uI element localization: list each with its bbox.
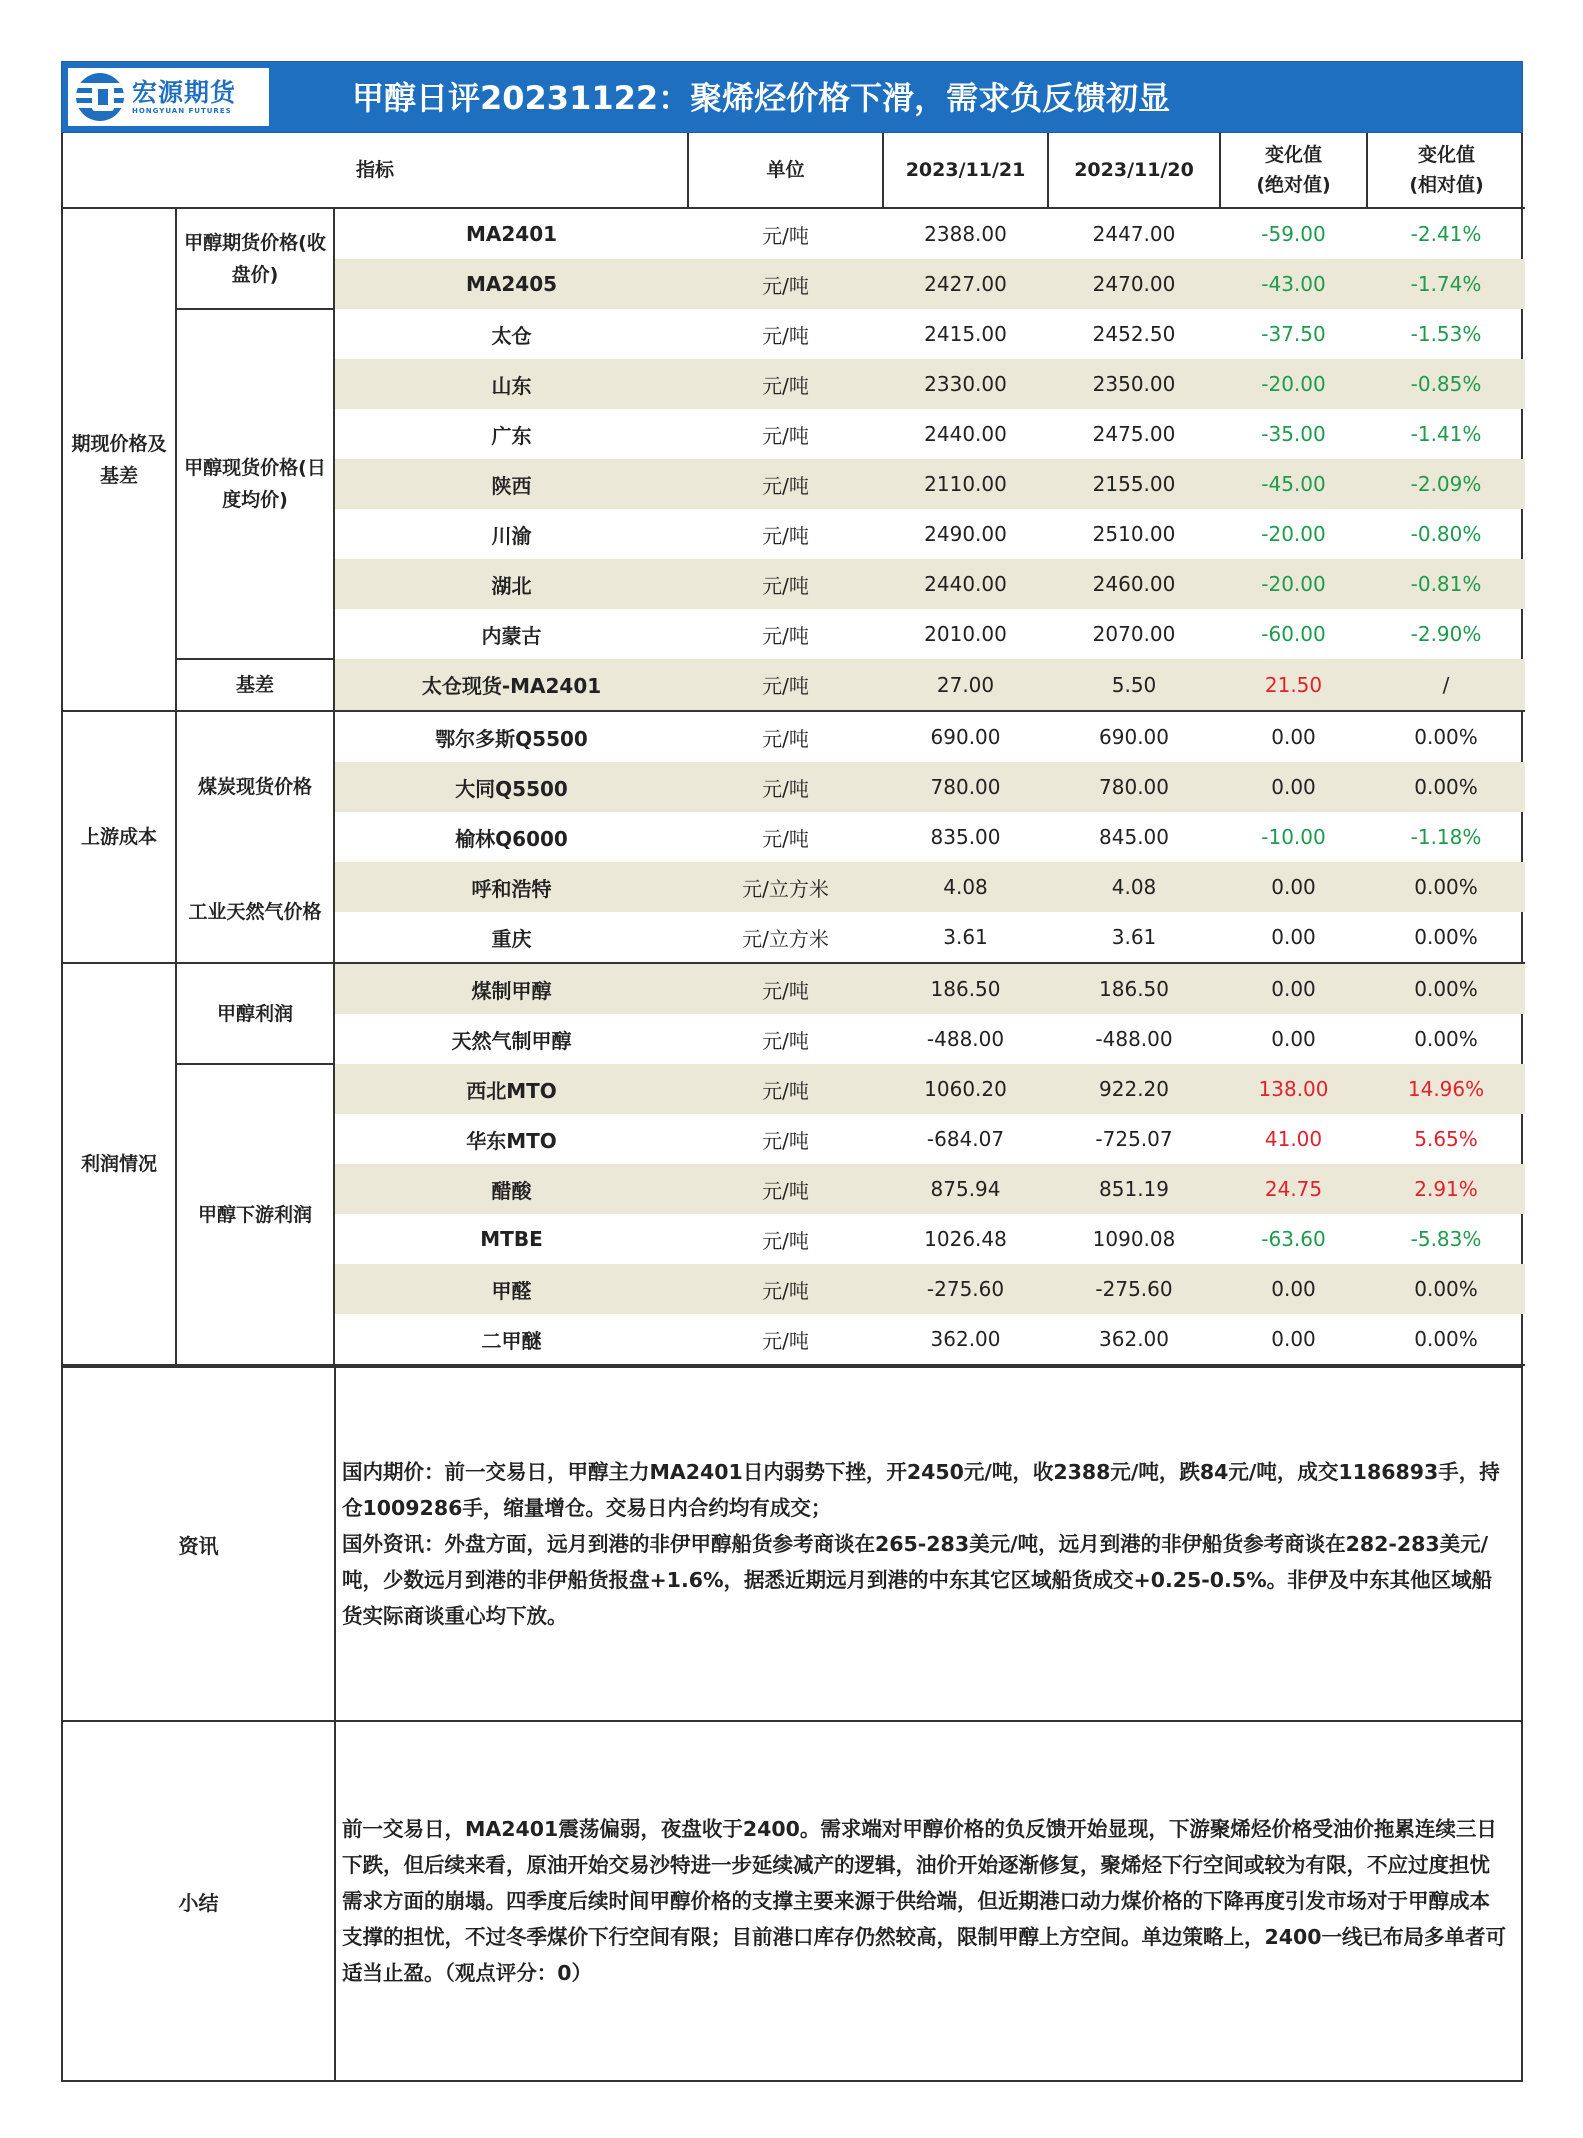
row-rel-change: 0.00% [1367,912,1525,963]
row-unit: 元/立方米 [688,912,883,963]
table-row [63,1064,1525,1114]
news-section [63,1366,1521,1720]
row-name: 二甲醚 [334,1314,688,1365]
table-body [63,208,1525,1365]
row-unit: 元/吨 [688,762,883,812]
row-value-date2: 2452.50 [1092,322,1176,346]
header-unit: 单位 [688,133,883,208]
row-value-date1: -275.60 [883,1264,1048,1314]
row-value-date2: 2155.00 [1048,459,1220,509]
subcategory-label: 甲醇利润 [176,963,334,1064]
row-abs-change: -45.00 [1220,459,1367,509]
row-unit: 元/吨 [762,726,809,751]
row-value-date2: 2447.00 [1092,222,1176,246]
row-name: 鄂尔多斯Q5500 [435,726,588,751]
data-table [63,133,1525,1366]
row-unit: 元/吨 [762,323,809,348]
subcategory-label: 甲醇期货价格(收盘价) [176,208,334,309]
row-rel-change: -0.80% [1410,522,1482,546]
row-value-date1: 835.00 [930,825,1001,849]
header-indicator: 指标 [63,133,688,208]
row-abs-change: 0.00 [1271,725,1316,749]
row-value-date2: 2470.00 [1048,259,1220,309]
row-abs-change: -43.00 [1220,259,1367,309]
row-abs-change: -20.00 [1261,522,1326,546]
row-value-date1: 2490.00 [924,522,1007,546]
row-abs-change: 0.00 [1220,912,1367,963]
row-value-date1: 1060.20 [883,1064,1048,1114]
report-header [61,61,1523,133]
row-abs-change: 41.00 [1264,1127,1323,1151]
row-abs-change: 21.50 [1220,659,1367,711]
row-rel-change: 0.00% [1367,862,1525,912]
news-paragraph: 国外资讯：外盘方面，远月到港的非伊甲醇船货参考商谈在265-283美元/吨，远月到港的非伊船货参考商谈在282-283美元/吨，少数远月到港的非伊船货报盘+1.6%，据悉近期远月到港的中东其它区域船货成交+0.25-0.5%。非伊及中东其他区域船货实际商谈重心均下放。 [342,1532,1493,1628]
row-value-date1: 2330.00 [883,359,1048,409]
row-value-date2: 922.20 [1048,1064,1220,1114]
row-unit: 元/吨 [688,963,883,1014]
row-abs-change: -60.00 [1261,622,1326,646]
subcategory-label: 工业天然气价格 [176,862,334,963]
table-row [63,659,1525,711]
row-name: 广东 [491,423,532,448]
row-rel-change: 0.00% [1414,725,1478,749]
row-rel-change: 0.00% [1367,1264,1525,1314]
row-value-date1: 690.00 [930,725,1001,749]
row-abs-change: -59.00 [1261,222,1326,246]
row-unit: 元/吨 [762,223,809,248]
summary-paragraph: 前一交易日，MA2401震荡偏弱，夜盘收于2400。需求端对甲醇价格的负反馈开始显现，下游聚烯烃价格受油价拖累连续三日下跌，但后续来看，原油开始交易沙特进一步延续减产的逻辑，油价开始逐渐修复，聚烯烃下行空间或较为有限，不应过度担忧需求方面的崩塌。四季度后续时间甲醇价格的支撑主要来源于供给端，但近期港口动力煤价格的下降再度引发市场对于甲醇成本支撑的担忧，不过冬季煤价下行空间有限；目前港口库存仍然较高，限制甲醇上方空间。单边策略上，2400一线已布局多单者可适当止盈。（观点评分：0） [342,1817,1507,1985]
table-row [63,862,1525,912]
row-value-date2: 1090.08 [1092,1227,1176,1251]
row-value-date1: 2110.00 [883,459,1048,509]
header-rel-change: 变化值 (相对值) [1367,133,1525,208]
row-rel-change: -2.09% [1367,459,1525,509]
header-date2: 2023/11/20 [1048,133,1220,208]
category-label: 利润情况 [63,963,176,1365]
brand-logo [68,68,269,126]
row-unit: 元/吨 [762,1028,809,1053]
row-rel-change: 2.91% [1367,1164,1525,1214]
row-value-date1: 27.00 [883,659,1048,711]
header-abs-change: 变化值 (绝对值) [1220,133,1367,208]
row-abs-change: -10.00 [1261,825,1326,849]
row-value-date1: 2388.00 [924,222,1007,246]
row-value-date2: 845.00 [1099,825,1169,849]
row-abs-change: -35.00 [1261,422,1326,446]
row-abs-change: 0.00 [1220,1314,1367,1365]
row-name: 华东MTO [466,1128,557,1153]
row-abs-change: 0.00 [1220,1264,1367,1314]
row-unit: 元/吨 [762,1228,809,1253]
row-name: 川渝 [491,523,532,548]
row-name: 天然气制甲醇 [451,1028,572,1053]
row-unit: 元/吨 [762,623,809,648]
row-abs-change: 24.75 [1220,1164,1367,1214]
row-value-date2: 2350.00 [1048,359,1220,409]
row-name: 陕西 [334,459,688,509]
row-unit: 元/吨 [762,1128,809,1153]
summary-section [63,1720,1521,2080]
row-rel-change: -1.18% [1410,825,1482,849]
subcategory-label: 煤炭现货价格 [176,711,334,862]
row-name: 内蒙古 [481,623,542,648]
subcategory-label: 甲醇现货价格(日度均价) [176,309,334,659]
row-value-date2: 186.50 [1048,963,1220,1014]
table-row [63,309,1525,359]
report-title: 甲醇日评20231122：聚烯烃价格下滑，需求负反馈初显 [352,79,1171,117]
summary-body [336,1722,1521,2080]
category-label: 期现价格及基差 [63,208,176,711]
row-value-date2: 4.08 [1048,862,1220,912]
row-rel-change: -2.41% [1410,222,1482,246]
row-value-date1: 875.94 [883,1164,1048,1214]
row-value-date1: -488.00 [926,1027,1005,1051]
row-abs-change: -63.60 [1261,1227,1326,1251]
row-unit: 元/吨 [762,423,809,448]
row-value-date2: 2070.00 [1092,622,1176,646]
row-name: 大同Q5500 [334,762,688,812]
row-value-date1: 2415.00 [924,322,1007,346]
row-name: 湖北 [334,559,688,609]
row-value-date1: 2010.00 [924,622,1007,646]
row-abs-change: 0.00 [1220,862,1367,912]
row-rel-change: 14.96% [1367,1064,1525,1114]
row-rel-change: 0.00% [1367,762,1525,812]
row-value-date2: 3.61 [1048,912,1220,963]
row-abs-change: -37.50 [1261,322,1326,346]
subcategory-label: 甲醇下游利润 [176,1064,334,1365]
row-abs-change: 0.00 [1271,1027,1316,1051]
row-value-date2: 2460.00 [1048,559,1220,609]
news-label: 资讯 [63,1368,336,1720]
row-rel-change: -2.90% [1410,622,1482,646]
row-rel-change: 5.65% [1414,1127,1478,1151]
row-unit: 元/吨 [688,359,883,409]
row-value-date2: 690.00 [1099,725,1169,749]
row-value-date1: 1026.48 [924,1227,1007,1251]
news-body [336,1368,1521,1720]
row-abs-change: 0.00 [1220,762,1367,812]
row-name: 太仓 [491,323,532,348]
row-unit: 元/立方米 [688,862,883,912]
row-name: 重庆 [334,912,688,963]
row-unit: 元/吨 [688,1314,883,1365]
row-abs-change: 0.00 [1220,963,1367,1014]
row-value-date2: -275.60 [1048,1264,1220,1314]
row-unit: 元/吨 [688,459,883,509]
news-paragraph: 国内期价：前一交易日，甲醇主力MA2401日内弱势下挫，开2450元/吨，收2388元/吨，跌84元/吨，成交1186893手，持仓1009286手，缩量增仓。交易日内合约均有成交； [342,1460,1500,1520]
row-value-date1: 2440.00 [883,559,1048,609]
row-rel-change: 0.00% [1367,1314,1525,1365]
row-name: 醋酸 [334,1164,688,1214]
row-unit: 元/吨 [688,559,883,609]
table-row [63,711,1525,762]
row-value-date2: 2510.00 [1092,522,1176,546]
row-abs-change: 138.00 [1220,1064,1367,1114]
row-name: 甲醛 [334,1264,688,1314]
row-value-date1: 3.61 [883,912,1048,963]
row-value-date1: 186.50 [883,963,1048,1014]
row-unit: 元/吨 [762,826,809,851]
report-sheet [61,61,1523,2082]
row-value-date1: 4.08 [883,862,1048,912]
row-value-date2: 2475.00 [1092,422,1176,446]
row-value-date2: 5.50 [1048,659,1220,711]
row-rel-change: -5.83% [1410,1227,1482,1251]
row-value-date2: 851.19 [1048,1164,1220,1214]
row-rel-change: -1.74% [1367,259,1525,309]
row-name: MA2405 [334,259,688,309]
summary-label: 小结 [63,1722,336,2080]
row-name: MTBE [480,1227,543,1251]
row-name: 榆林Q6000 [455,826,568,851]
table-row [63,208,1525,259]
row-unit: 元/吨 [688,659,883,711]
row-abs-change: -20.00 [1220,559,1367,609]
subcategory-label: 基差 [176,659,334,711]
row-unit: 元/吨 [688,1064,883,1114]
row-value-date2: -725.07 [1095,1127,1173,1151]
row-rel-change: / [1367,659,1525,711]
row-rel-change: -0.81% [1367,559,1525,609]
row-rel-change: 0.00% [1367,963,1525,1014]
header-date1: 2023/11/21 [883,133,1048,208]
row-name: MA2401 [465,222,558,246]
row-name: 西北MTO [334,1064,688,1114]
row-unit: 元/吨 [688,1164,883,1214]
report-body [61,133,1523,2082]
row-value-date1: -684.07 [926,1127,1005,1151]
table-row [63,963,1525,1014]
row-rel-change: 0.00% [1414,1027,1478,1051]
category-label: 上游成本 [63,711,176,963]
row-value-date2: 780.00 [1048,762,1220,812]
row-value-date1: 2427.00 [883,259,1048,309]
row-name: 呼和浩特 [334,862,688,912]
row-name: 太仓现货-MA2401 [334,659,688,711]
row-unit: 元/吨 [762,523,809,548]
brand-name-en: HONGYUAN FUTURES [132,107,232,115]
row-rel-change: -1.41% [1410,422,1482,446]
row-name: 山东 [334,359,688,409]
row-rel-change: -0.85% [1367,359,1525,409]
row-value-date1: 2440.00 [924,422,1007,446]
row-unit: 元/吨 [688,1264,883,1314]
row-abs-change: -20.00 [1220,359,1367,409]
row-rel-change: -1.53% [1410,322,1482,346]
row-value-date2: -488.00 [1095,1027,1173,1051]
row-value-date2: 362.00 [1048,1314,1220,1365]
brand-name-cn: 宏源期货 [132,78,237,107]
row-name: 煤制甲醇 [334,963,688,1014]
hongyuan-logo-icon [76,73,124,121]
row-unit: 元/吨 [688,259,883,309]
row-value-date1: 780.00 [883,762,1048,812]
row-value-date1: 362.00 [883,1314,1048,1365]
